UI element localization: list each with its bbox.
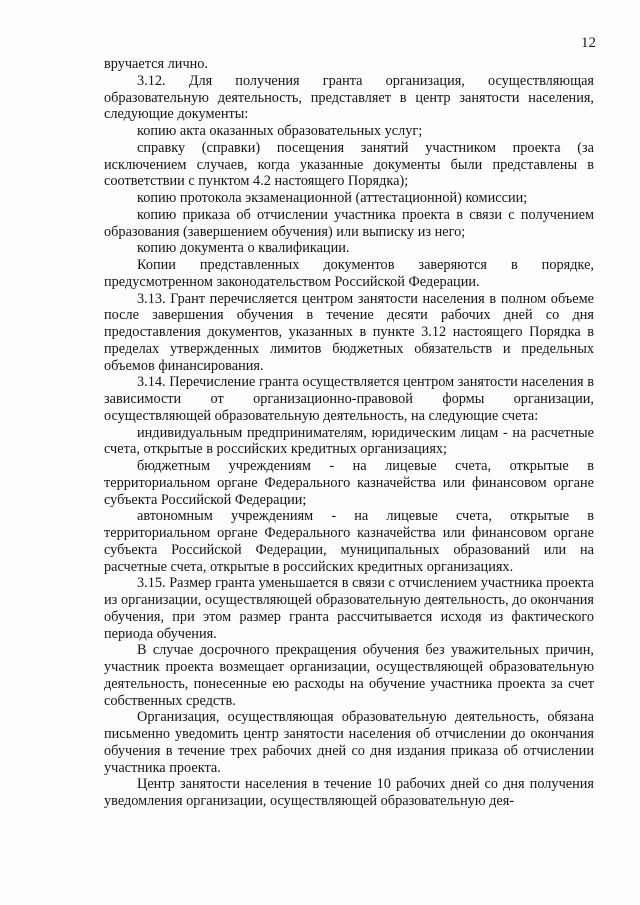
paragraph: 3.12. Для получения гранта организация, осуществляющая образовательную деятельность, представляет в центр занятости населения, следующие документы: — [104, 72, 594, 123]
paragraph: Копии представленных документов заверяются в порядке, предусмотренном законодательством Российской Федерации. — [104, 257, 594, 290]
paragraph: 3.15. Размер гранта уменьшается в связи с отчислением участника проекта из организации, осуществляющей образовательную деятельность, до окончания обучения, при этом размер гранта рассчитывается исходя из фактического периода обучения. — [104, 575, 594, 642]
paragraph: автономным учреждениям - на лицевые счета, открытые в территориальном органе Федерального казначейства или финансовом органе субъекта Российской Федерации, муниципальных образований или на расчетные счета, открытые в российских кредитных организациях. — [104, 508, 594, 575]
paragraph: копию документа о квалификации. — [137, 240, 350, 257]
paragraph: Организация, осуществляющая образовательную деятельность, обязана письменно уведомить центр занятости населения об отчислении до окончания обучения в течение трех рабочих дней со дня издания приказа об отчислении участника проекта. — [104, 709, 594, 776]
paragraph: вручается лично. — [104, 56, 209, 72]
page-number: 12 — [581, 35, 596, 51]
paragraph: индивидуальным предпринимателям, юридическим лицам - на расчетные счета, открытые в российских кредитных организациях; — [104, 424, 594, 458]
paragraph: 3.14. Перечисление гранта осуществляется центром занятости населения в зависимости от организационно-правовой формы организации, осуществляющей образовательную деятельность, на следующие счета: — [104, 374, 594, 424]
paragraph: копию приказа об отчислении участника проекта в связи с получением образования (завершением обучения) или выписку из него; — [104, 206, 594, 240]
paragraph: копию протокола экзаменационной (аттестационной) комиссии; — [137, 190, 528, 206]
document-body — [104, 56, 594, 810]
paragraph: бюджетным учреждениям - на лицевые счета, открытые в территориальном органе Федерального казначейства или финансовом органе субъекта Российской Федерации; — [104, 458, 594, 508]
paragraph: копию акта оказанных образовательных услуг; — [137, 123, 423, 139]
paragraph: справку (справки) посещения занятий участником проекта (за исключением случаев, когда указанные документы были представлены в соответствии с пунктом 4.2 настоящего Порядка); — [104, 139, 594, 190]
paragraph: 3.13. Грант перечисляется центром занятости населения в полном объеме после завершения обучения в течение десяти рабочих дней со дня предоставления документов, указанных в пункте 3.12 настоящего Порядка в пределах утвержденных лимитов бюджетных обязательств и предельных объемов финансирования. — [104, 290, 594, 374]
paragraph: В случае досрочного прекращения обучения без уважительных причин, участник проекта возмещает организации, осуществляющей образовательную деятельность, понесенные ею расходы на обучение участника проекта за счет собственных средств. — [104, 642, 594, 709]
paragraph: Центр занятости населения в течение 10 рабочих дней со дня получения уведомления организации, осуществляющей образовательную дея- — [104, 776, 594, 809]
